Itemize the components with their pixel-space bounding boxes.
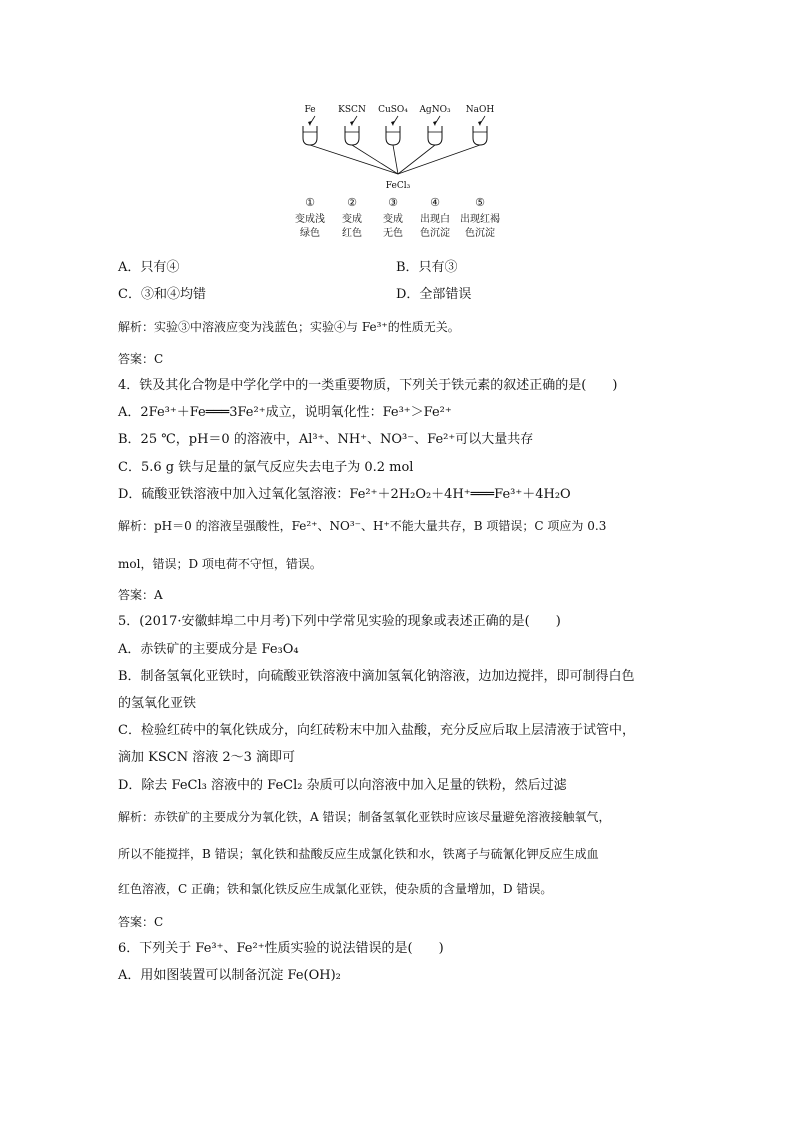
reagent-label: AgNO₃ [419,105,451,115]
q5-analysis-line1: 解析：赤铁矿的主要成分为氧化铁，A 错误；制备氢氧化亚铁时应该尽量避免溶液接触氧气， [118,810,611,824]
test-tube [428,126,442,145]
q3-answer: 答案：C [118,352,164,366]
tube-result-line2: 红色 [342,228,362,239]
test-tube [303,126,317,145]
q5-option-c-line1: C．检验红砖中的氧化铁成分，向红砖粉末中加入盐酸，充分反应后取上层清液于试管中， [118,723,635,738]
q4-option-a: A．2Fe³⁺＋Fe═══3Fe²⁺成立，说明氧化性：Fe³⁺＞Fe²⁺ [118,405,452,420]
q4-analysis-line2: mol，错误；D 项电荷不守恒，错误。 [118,557,322,571]
q4-option-b: B．25 ℃，pH＝0 的溶液中，Al³⁺、NH⁺、NO³⁻、Fe²⁺可以大量共存 [118,432,534,447]
fecl3-label: FeCl₃ [385,181,411,191]
connector-line [398,145,480,174]
q5-option-b-line1: B．制备氢氧化亚铁时，向硫酸亚铁溶液中滴加氢氧化钠溶液，边加边搅拌，即可制得白色 [118,669,635,684]
q3-option-d: D．全部错误 [396,287,472,302]
tube-result-line2: 色沉淀 [465,228,495,239]
experiment-diagram [280,96,540,246]
connector-line [352,145,398,174]
arrow-head [433,121,437,126]
q5-stem: 5．(2017·安徽蚌埠二中月考)下列中学常见实验的现象或表述正确的是( ) [118,614,561,629]
q5-option-c-line2: 滴加 KSCN 溶液 2～3 滴即可 [118,750,296,765]
tube-result-line1: 变成 [342,214,362,225]
tube-result-line1: 变成浅 [295,214,325,225]
q5-answer: 答案：C [118,915,164,929]
tube-number: ④ [430,196,440,209]
reagent-label: CuSO₄ [378,105,408,115]
tube-number: ② [347,196,357,209]
tube-result-line2: 色沉淀 [420,228,450,239]
q5-analysis-line3: 红色溶液，C 正确；铁和氯化铁反应生成氯化亚铁，使杂质的含量增加，D 错误。 [118,882,553,896]
reagent-label: KSCN [338,105,366,115]
q4-analysis-line1: 解析：pH＝0 的溶液呈强酸性，Fe²⁺、NO³⁻、H⁺不能大量共存，B 项错误；C 项应为 0.3 [118,519,607,533]
tube-number: ⑤ [475,196,485,209]
arrow-head [350,121,354,126]
q5-option-d: D．除去 FeCl₃ 溶液中的 FeCl₂ 杂质可以向溶液中加入足量的铁粉，然后过滤 [118,778,567,793]
q5-option-b-line2: 的氢氧化亚铁 [118,696,197,711]
tube-number: ③ [388,196,398,209]
q3-analysis: 解析：实验③中溶液应变为浅蓝色；实验④与 Fe³⁺的性质无关。 [118,320,460,334]
arrow-head [308,121,312,126]
q4-stem: 4．铁及其化合物是中学化学中的一类重要物质，下列关于铁元素的叙述正确的是( ) [118,378,618,393]
connector-line [398,145,435,174]
tube-result-line2: 无色 [383,228,403,239]
connector-line [393,145,398,174]
q6-option-a: A．用如图装置可以制备沉淀 Fe(OH)₂ [118,968,341,983]
tube-number: ① [305,196,315,209]
test-tube [386,126,400,145]
test-tube [473,126,487,145]
connector-line [310,145,398,174]
q4-answer: 答案：A [118,588,163,602]
tube-result-line2: 绿色 [300,228,320,239]
reagent-label: Fe [304,105,316,115]
q4-option-d: D．硫酸亚铁溶液中加入过氧化氢溶液：Fe²⁺＋2H₂O₂＋4H⁺═══Fe³⁺＋4H₂O [118,487,571,502]
q3-option-c: C．③和④均错 [118,287,206,302]
q5-analysis-line2: 所以不能搅拌，B 错误；氧化铁和盐酸反应生成氯化铁和水，铁离子与硫氰化钾反应生成血 [118,847,599,861]
tube-result-line1: 出现白 [420,214,450,225]
tube-result-line1: 变成 [383,214,403,225]
test-tube [345,126,359,145]
reagent-label: NaOH [465,105,495,115]
arrow-head [478,121,482,126]
q3-option-b: B．只有③ [396,260,458,275]
q4-option-c: C．5.6 g 铁与足量的氯气反应失去电子为 0.2 mol [118,460,414,475]
arrow-head [391,121,395,126]
tube-result-line1: 出现红褐 [460,214,500,225]
q3-option-a: A．只有④ [118,260,180,275]
q6-stem: 6．下列关于 Fe³⁺、Fe²⁺性质实验的说法错误的是( ) [118,941,444,956]
q5-option-a: A．赤铁矿的主要成分是 Fe₃O₄ [118,642,299,657]
